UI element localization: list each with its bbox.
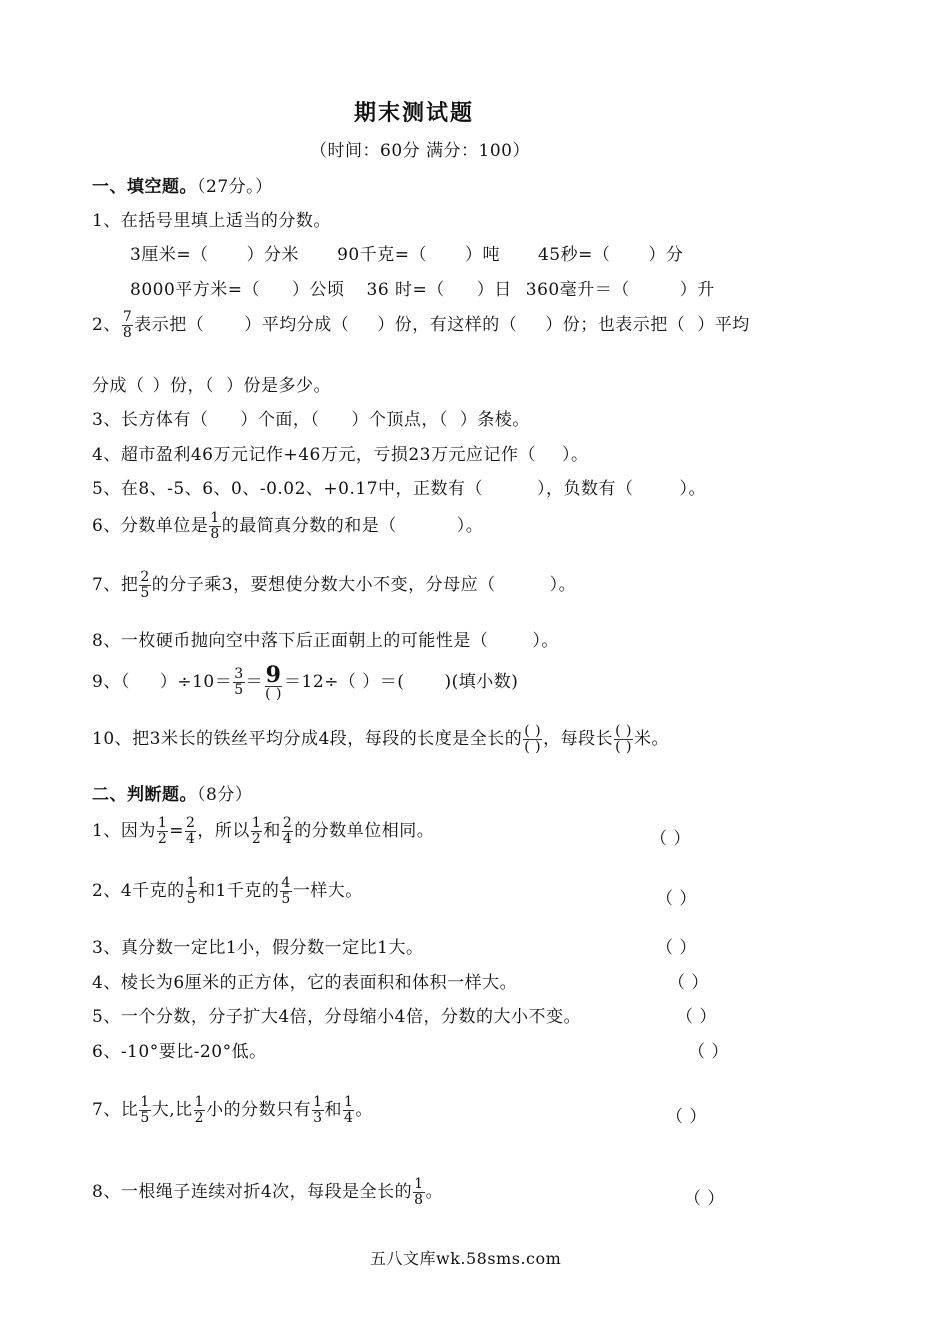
q7: 7、把 $\frac{2}{5}$ 的分子乘3，要想使分数大小不变，分母应（ ）。 [92,569,577,601]
q9: 9、（ ）÷10＝ $\frac{3}{5}$ ＝ 9 ( ) ＝12÷（ ）＝( )(填小数) [92,662,519,702]
j2-answer-box[interactable]: （ ） [656,889,697,909]
q3: 3、长方体有（ ）个面，（ ）个顶点，（ ）条棱。 [92,410,530,430]
j2: 2、4千克的 $\frac{1}{5}$ 和1千克的 $\frac{4}{5}$ 一样大。 [92,875,363,907]
fraction-blank-1: $\frac{( )}{( )}$ [524,723,542,755]
j5-answer-box[interactable]: （ ） [676,1007,717,1027]
j4-answer-box[interactable]: （ ） [668,973,709,993]
j8: 8、一根绳子连续对折4次，每段是全长的 $\frac{1}{8}$ 。 [92,1176,444,1208]
section-2-heading: 二、判断题。（8分） [92,785,253,805]
fraction-1-8: $\frac{1}{8}$ [210,510,220,542]
q10: 10、把3米长的铁丝平均分成4段，每段的长度是全长的 $\frac{( )}{( )}$ ，每段长 $\frac{( )}{( )}$ 米。 [92,723,670,755]
q1-row2: 8000平方米=（ ）公顷 36 时=（ ）日 360毫升＝（ ）升 [130,280,715,300]
subtitle: （时间：60分 满分：100） [310,141,530,161]
j4: 4、棱长为6厘米的正方体，它的表面积和体积一样大。 [92,973,518,993]
fraction-blank-2: $\frac{( )}{( )}$ [615,723,633,755]
fraction-9-blank: 9 ( ) [265,662,283,702]
fraction-2-5: $\frac{2}{5}$ [140,569,150,601]
j7: 7、比 $\frac{1}{5}$ 大,比 $\frac{1}{2}$ 小的分数只有 $\frac{1}{3}$ 和 $\frac{1}{4}$ 。 [92,1094,373,1126]
q1-row1: 3厘米=（ ）分米 90千克=（ ）吨 45秒=（ ）分 [130,245,684,265]
q1-stem: 1、在括号里填上适当的分数。 [92,211,331,231]
q6: 6、分数单位是 $\frac{1}{8}$ 的最简真分数的和是（ ）。 [92,510,484,542]
page-title: 期末测试题 [354,100,475,126]
q2-line2: 分成（ ）份，（ ）份是多少。 [92,376,331,396]
q2-line1: 2、 $\frac{7}{8}$ 表示把（ ）平均分成（ ）份，有这样的（ ）份；也表示把（ ）平均 [92,309,750,341]
j8-answer-box[interactable]: （ ） [684,1189,725,1209]
q4: 4、超市盈利46万元记作+46万元，亏损23万元应记作（ ）。 [92,445,589,465]
j6: 6、-10°要比-20°低。 [92,1042,267,1062]
fraction-3-5: $\frac{3}{5}$ [234,666,244,698]
footer-watermark: 五八文库wk.58sms.com [370,1249,562,1268]
fraction-7-8: $\frac{7}{8}$ [122,309,133,341]
j7-answer-box[interactable]: （ ） [666,1107,707,1127]
q5: 5、在8、-5、6、0、-0.02、+0.17中，正数有（ ），负数有（ ）。 [92,479,707,499]
q8: 8、一枚硬币抛向空中落下后正面朝上的可能性是（ ）。 [92,631,559,651]
j3: 3、真分数一定比1小，假分数一定比1大。 [92,938,424,958]
j1-answer-box[interactable]: （ ） [650,829,691,849]
j6-answer-box[interactable]: （ ） [688,1042,729,1062]
j5: 5、一个分数，分子扩大4倍，分母缩小4倍，分数的大小不变。 [92,1007,581,1027]
j1: 1、因为 $\frac{1}{2}$ = $\frac{2}{4}$ ，所以 $\frac{1}{2}$ 和 $\frac{2}{4}$ 的分数单位相同。 [92,815,435,847]
j3-answer-box[interactable]: （ ） [656,938,697,958]
section-1-heading: 一、填空题。（27分。） [92,177,273,197]
